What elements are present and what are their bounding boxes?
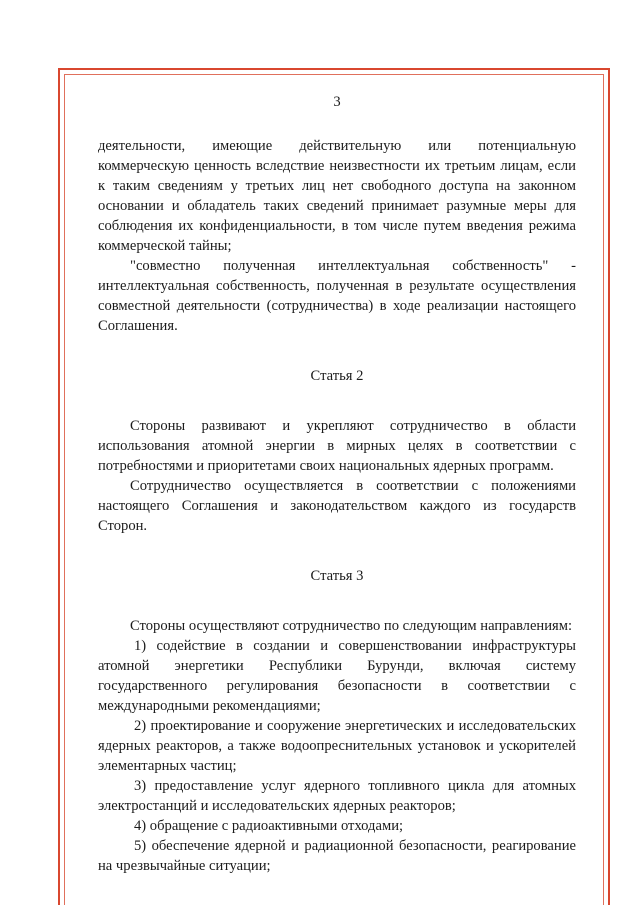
article-2-paragraph: Стороны развивают и укрепляют сотрудничество в области использования атомной энергии в мирных целях в соответствии с потребностями и приоритетами своих национальных ядерных программ.: [98, 418, 576, 474]
page-content: [98, 92, 576, 876]
definition-joint-ip: "совместно полученная интеллектуальная собственность" - интеллектуальная собственность, полученная в результате осуществления совместной деятельности (сотрудничества) в ходе реализации настоящего Соглашения.: [98, 258, 576, 334]
article-3-heading: Статья 3: [310, 568, 364, 584]
page-number: 3: [333, 94, 341, 110]
article-3-item: 2) проектирование и сооружение энергетических и исследовательских ядерных реакторов, а также водоопреснительных установок и ускорителей элементарных частиц;: [98, 718, 576, 774]
article-3-item: 1) содействие в создании и совершенствовании инфраструктуры атомной энергетики Республики Бурунди, включая систему государственного регулирования безопасности в соответствии с международными рекомендациями;: [98, 638, 576, 714]
article-2-heading: Статья 2: [310, 368, 364, 384]
definition-continuation: деятельности, имеющие действительную или потенциальную коммерческую ценность вследствие неизвестности их третьим лицам, если к таким сведениям у третьих лиц нет свободного доступа на законном основании и обладатель таких сведений принимает разумные меры для соблюдения их конфиденциальности, в том числе путем введения режима коммерческой тайны;: [98, 138, 576, 254]
article-3-item: 5) обеспечение ядерной и радиационной безопасности, реагирование на чрезвычайные ситуации;: [98, 838, 576, 874]
article-3-item: 3) предоставление услуг ядерного топливного цикла для атомных электростанций и исследовательских ядерных реакторов;: [98, 778, 576, 814]
article-3-intro: Стороны осуществляют сотрудничество по следующим направлениям:: [130, 618, 573, 634]
article-2-paragraph: Сотрудничество осуществляется в соответствии с положениями настоящего Соглашения и законодательством каждого из государств Сторон.: [98, 478, 576, 534]
article-3-item: 4) обращение с радиоактивными отходами;: [134, 818, 404, 834]
